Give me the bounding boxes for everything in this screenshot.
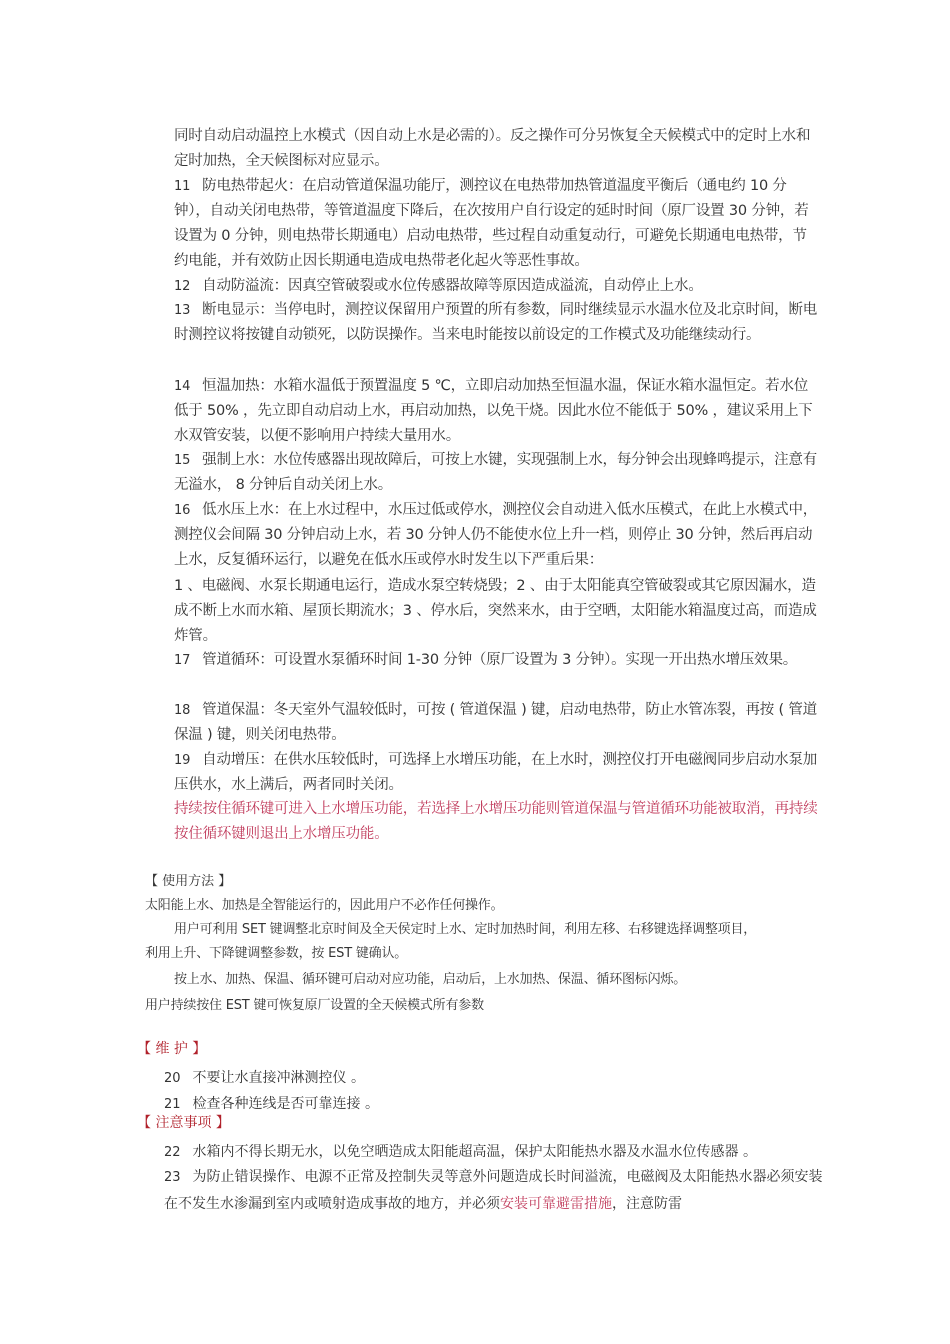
- item-number: 11: [174, 179, 191, 194]
- item-text: 自动增压：在供水压较低时，可选择上水增压功能，在上水时，测控仪打开电磁阀同步启动水泵加压供水，水上满后，两者同时关闭。: [174, 752, 818, 793]
- item-number: 15: [174, 453, 191, 468]
- maintenance-heading: 【 维 护 】: [137, 1041, 207, 1057]
- item-number: 23: [164, 1170, 181, 1185]
- item-number: 16: [174, 503, 191, 518]
- item-text: 自动防溢流：因真空管破裂或水位传感器故障等原因造成溢流，自动停止上水。: [202, 278, 703, 294]
- maintenance-item-20: [164, 1065, 365, 1092]
- item-number: 22: [164, 1145, 181, 1160]
- item-text: 低水压上水：在上水过程中，水压过低或停水，测控仪会自动进入低水压模式，在此上水模式中，测控仪会间隔 30 分钟启动上水，若 30 分钟人仍不能使水位上升一档，则停止 30 分钟，然后再启动上水，反复循环运行，以避免在低水压或停水时发生以下严重后果：: [174, 502, 818, 568]
- item-number: 19: [174, 753, 191, 768]
- item-number: 13: [174, 303, 191, 318]
- usage-line-1: 太阳能上水、加热是全智能运行的，因此用户不必作任何操作。: [145, 898, 504, 913]
- item-text: 断电显示：当停电时，测控议保留用户预置的所有参数，同时继续显示水温水位及北京时间，断电时测控议将按键自动锁死，以防误操作。当来电时能按以前设定的工作模式及功能继续动行。: [174, 302, 818, 343]
- item-text: 管道保温：冬天室外气温较低时，可按 ( 管道保温 ) 键，启动电热带，防止水管冻裂，再按 ( 管道保温 ) 键，则关闭电热带。: [174, 702, 817, 743]
- item-number: 17: [174, 653, 191, 668]
- list-item-14: [174, 374, 820, 449]
- item-number: 14: [174, 379, 191, 394]
- item-text: 不要让水直接冲淋测控仪 。: [192, 1070, 365, 1086]
- item-text: 为防止错误操作、电源不正常及控制失灵等意外问题造成长时间溢流，电磁阀及太阳能热水器必须安装在不发生水渗漏到室内或喷射造成事故的地方，并必须: [164, 1169, 823, 1212]
- item-number: 21: [164, 1097, 181, 1112]
- list-item-19: [174, 748, 820, 798]
- item-text-tail: ，注意防雷: [612, 1196, 682, 1212]
- usage-heading: 【 使用方法 】: [145, 874, 232, 889]
- item-text: 强制上水：水位传感器出现故障后，可按上水键，实现强制上水，每分钟会出现蜂鸣提示，注意有无溢水， 8 分钟后自动关闭上水。: [174, 452, 818, 493]
- notes-item-23: [164, 1164, 834, 1217]
- lightning-protection-highlight: 安装可靠避雷措施: [500, 1196, 612, 1212]
- red-note: 持续按住循环键可进入上水增压功能，若选择上水增压功能则管道保温与管道循环功能被取消，再持续按住循环键则退出上水增压功能。: [174, 801, 818, 842]
- usage-line-3: 利用上升、下降键调整参数，按 EST 键确认。: [145, 946, 408, 961]
- usage-line-4: 按上水、加热、保温、循环键可启动对应功能，启动后，上水加热、保温、循环图标闪烁。: [174, 972, 687, 987]
- item-text: 水箱内不得长期无水，以免空晒造成太阳能超高温，保护太阳能热水器及水温水位传感器 。: [192, 1144, 757, 1160]
- list-item-16: [174, 498, 820, 573]
- notes-item-22: [164, 1139, 834, 1166]
- list-item-17: [174, 648, 820, 673]
- item-text: 恒温加热：水箱水温低于预置温度 5 ℃，立即启动加热至恒温水温，保证水箱水温恒定。若水位低于 50% ，先立即自动启动上水，再启动加热，以免干烧。因此水位不能低于 50% ，建议采用上下水双管安装，以便不影响用户持续大量用水。: [174, 378, 813, 444]
- list-item-15: [174, 448, 820, 498]
- item-number: 18: [174, 703, 191, 718]
- consequences-paragraph: 1 、电磁阀、水泵长期通电运行，造成水泵空转烧毁；2 、由于太阳能真空管破裂或其它原因漏水，造成不断上水而水箱、屋顶长期流水；3 、停水后，突然来水，由于空晒，太阳能水箱温度过高，而造成炸管。: [174, 578, 817, 644]
- item-text: 防电热带起火：在启动管道保温功能厅，测控议在电热带加热管道温度平衡后（通电约 10 分钟），自动关闭电热带，等管道温度下降后，在次按用户自行设定的延时时间（原厂设置 30 分钟，若设置为 0 分钟，则电热带长期通电）启动电热带，些过程自动重复动行，可避免长期通电电热带，节约电能，并有效防止因长期通电造成电热带老化起火等恶性事故。: [174, 178, 809, 269]
- intro-paragraph: 同时自动启动温控上水模式（因自动上水是必需的）。反之操作可分另恢复全天候模式中的定时上水和定时加热，全天候图标对应显示。: [174, 128, 811, 169]
- list-item-18: [174, 698, 820, 748]
- list-item-13: [174, 298, 820, 348]
- usage-line-2: 用户可利用 SET 键调整北京时间及全天侯定时上水、定时加热时间，利用左移、右移键选择调整项目，: [174, 922, 757, 937]
- usage-line-5: 用户持续按住 EST 键可恢复原厂设置的全天候模式所有参数: [145, 998, 484, 1013]
- list-item-11: [174, 174, 820, 274]
- list-item-12: [174, 274, 820, 299]
- item-text: 管道循环：可设置水泵循环时间 1-30 分钟（原厂设置为 3 分钟）。实现一开出热水增压效果。: [202, 652, 798, 668]
- notes-heading: 【 注意事项 】: [137, 1115, 230, 1131]
- item-text: 检查各种连线是否可靠连接 。: [192, 1096, 379, 1112]
- item-number: 12: [174, 279, 191, 294]
- item-number: 20: [164, 1071, 181, 1086]
